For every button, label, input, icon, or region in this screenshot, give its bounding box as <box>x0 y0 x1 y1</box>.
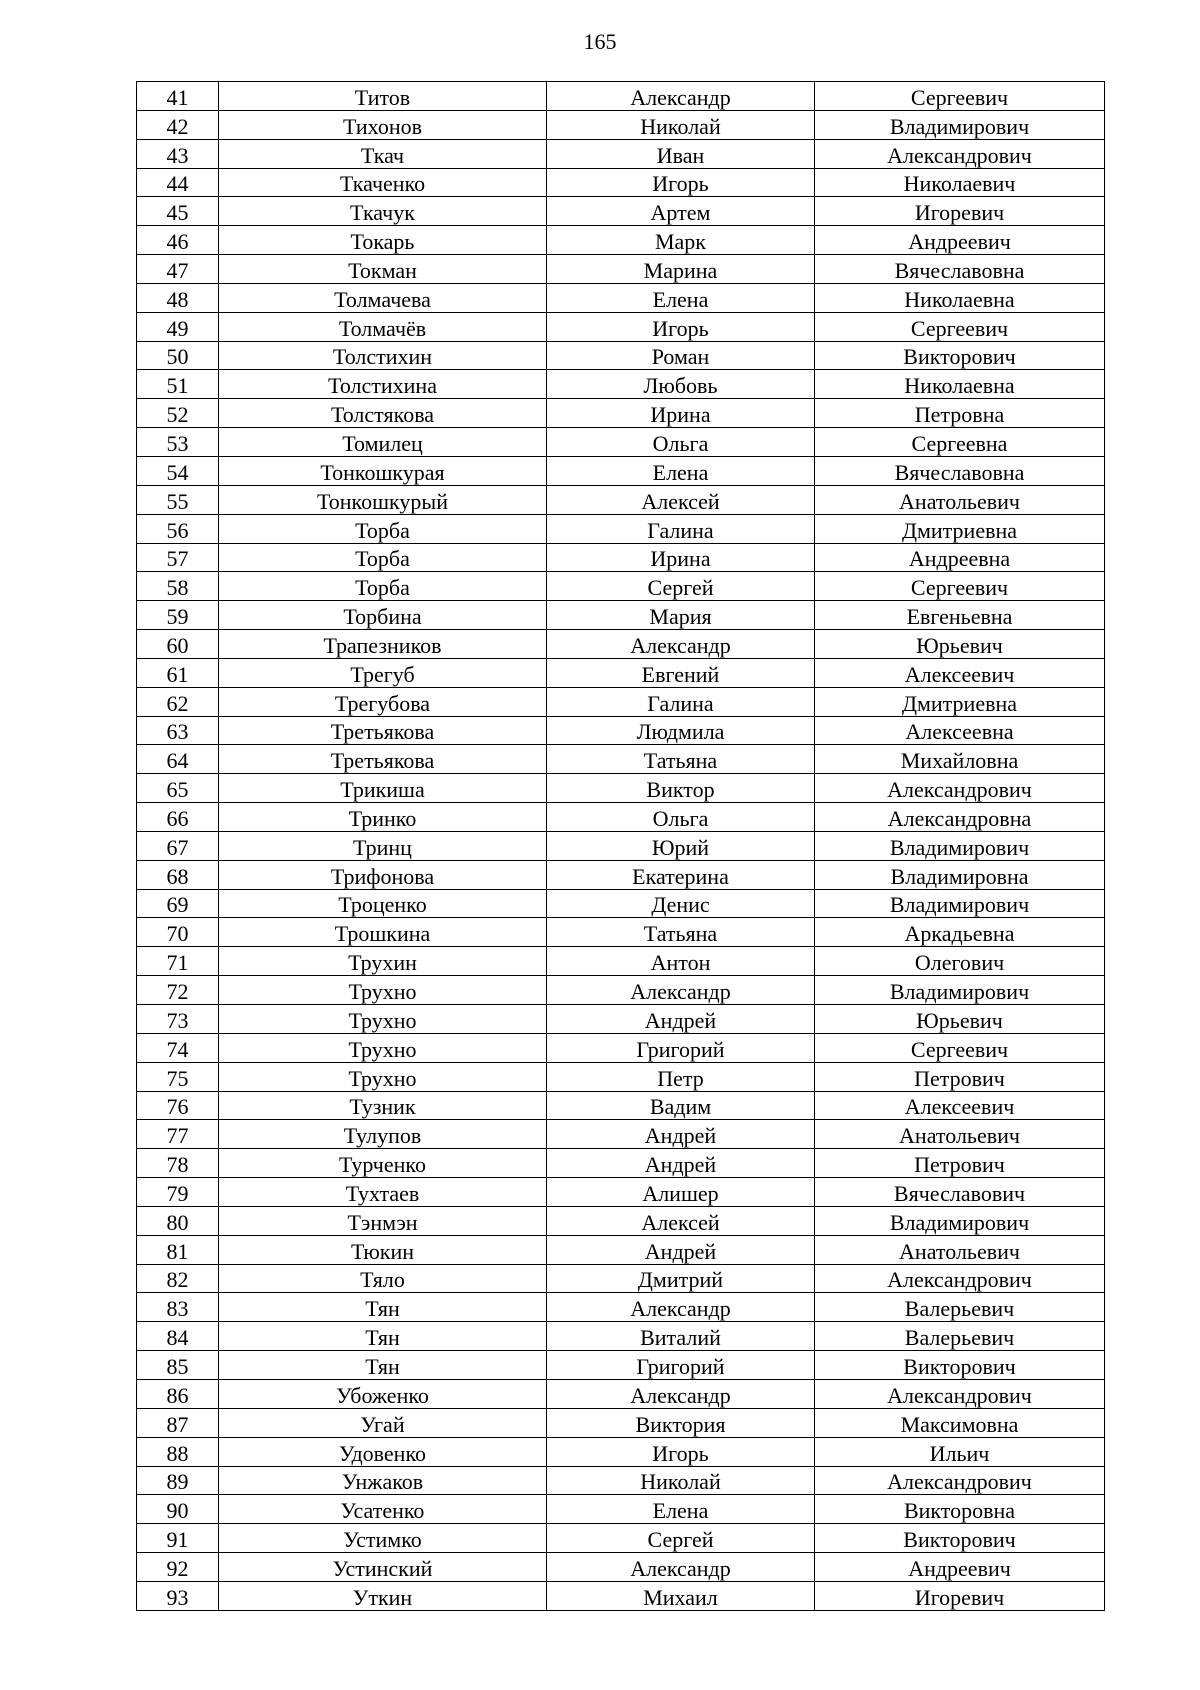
patronymic-cell: Игоревич <box>815 1581 1105 1610</box>
first-name-cell: Елена <box>547 456 815 485</box>
row-number-cell: 59 <box>137 601 219 630</box>
patronymic-cell: Алексеевна <box>815 716 1105 745</box>
row-number-cell: 44 <box>137 168 219 197</box>
first-name-cell: Любовь <box>547 370 815 399</box>
table-row <box>137 1466 1105 1495</box>
last-name-cell: Торба <box>219 543 547 572</box>
last-name-cell: Тихонов <box>219 110 547 139</box>
last-name-cell: Трегубова <box>219 687 547 716</box>
first-name-cell: Григорий <box>547 1033 815 1062</box>
names-table <box>136 81 1105 1611</box>
first-name-cell: Марк <box>547 226 815 255</box>
table-row <box>137 745 1105 774</box>
table-row <box>137 370 1105 399</box>
table-row <box>137 687 1105 716</box>
last-name-cell: Тян <box>219 1351 547 1380</box>
last-name-cell: Торба <box>219 572 547 601</box>
last-name-cell: Трухно <box>219 1062 547 1091</box>
patronymic-cell: Андреевич <box>815 1553 1105 1582</box>
first-name-cell: Андрей <box>547 1120 815 1149</box>
table-row <box>137 110 1105 139</box>
row-number-cell: 51 <box>137 370 219 399</box>
table-row <box>137 1005 1105 1034</box>
patronymic-cell: Анатольевич <box>815 1120 1105 1149</box>
patronymic-cell: Олегович <box>815 947 1105 976</box>
patronymic-cell: Дмитриевна <box>815 514 1105 543</box>
table-row <box>137 1149 1105 1178</box>
first-name-cell: Денис <box>547 889 815 918</box>
first-name-cell: Мария <box>547 601 815 630</box>
table-row <box>137 716 1105 745</box>
row-number-cell: 71 <box>137 947 219 976</box>
table-row <box>137 1062 1105 1091</box>
patronymic-cell: Анатольевич <box>815 485 1105 514</box>
table-row <box>137 312 1105 341</box>
last-name-cell: Тэнмэн <box>219 1206 547 1235</box>
row-number-cell: 74 <box>137 1033 219 1062</box>
last-name-cell: Тузник <box>219 1091 547 1120</box>
last-name-cell: Устимко <box>219 1524 547 1553</box>
page-number: 165 <box>583 29 617 54</box>
first-name-cell: Марина <box>547 255 815 284</box>
first-name-cell: Игорь <box>547 312 815 341</box>
patronymic-cell: Александрович <box>815 774 1105 803</box>
last-name-cell: Унжаков <box>219 1466 547 1495</box>
patronymic-cell: Владимирович <box>815 831 1105 860</box>
row-number-cell: 72 <box>137 976 219 1005</box>
table-row <box>137 1293 1105 1322</box>
last-name-cell: Тонкошкурый <box>219 485 547 514</box>
first-name-cell: Андрей <box>547 1235 815 1264</box>
last-name-cell: Токман <box>219 255 547 284</box>
last-name-cell: Тулупов <box>219 1120 547 1149</box>
table-row <box>137 1495 1105 1524</box>
first-name-cell: Александр <box>547 1293 815 1322</box>
patronymic-cell: Дмитриевна <box>815 687 1105 716</box>
first-name-cell: Артем <box>547 197 815 226</box>
table-row <box>137 1091 1105 1120</box>
patronymic-cell: Сергеевич <box>815 1033 1105 1062</box>
table-row <box>137 226 1105 255</box>
last-name-cell: Турченко <box>219 1149 547 1178</box>
last-name-cell: Третьякова <box>219 716 547 745</box>
table-row <box>137 1120 1105 1149</box>
table-row <box>137 918 1105 947</box>
table-row <box>137 889 1105 918</box>
first-name-cell: Людмила <box>547 716 815 745</box>
patronymic-cell: Викторовна <box>815 1495 1105 1524</box>
table-row <box>137 514 1105 543</box>
row-number-cell: 45 <box>137 197 219 226</box>
patronymic-cell: Игоревич <box>815 197 1105 226</box>
patronymic-cell: Евгеньевна <box>815 601 1105 630</box>
patronymic-cell: Викторович <box>815 1351 1105 1380</box>
last-name-cell: Удовенко <box>219 1437 547 1466</box>
table-row <box>137 1264 1105 1293</box>
first-name-cell: Екатерина <box>547 860 815 889</box>
first-name-cell: Николай <box>547 110 815 139</box>
patronymic-cell: Юрьевич <box>815 1005 1105 1034</box>
row-number-cell: 43 <box>137 139 219 168</box>
table-row <box>137 283 1105 312</box>
first-name-cell: Алексей <box>547 1206 815 1235</box>
row-number-cell: 42 <box>137 110 219 139</box>
first-name-cell: Алексей <box>547 485 815 514</box>
last-name-cell: Ткач <box>219 139 547 168</box>
patronymic-cell: Юрьевич <box>815 630 1105 659</box>
first-name-cell: Игорь <box>547 168 815 197</box>
patronymic-cell: Николаевна <box>815 370 1105 399</box>
table-row <box>137 139 1105 168</box>
patronymic-cell: Петрович <box>815 1062 1105 1091</box>
first-name-cell: Михаил <box>547 1581 815 1610</box>
first-name-cell: Ирина <box>547 543 815 572</box>
table-row <box>137 1524 1105 1553</box>
row-number-cell: 56 <box>137 514 219 543</box>
table-row <box>137 1553 1105 1582</box>
last-name-cell: Тяло <box>219 1264 547 1293</box>
first-name-cell: Петр <box>547 1062 815 1091</box>
last-name-cell: Трикиша <box>219 774 547 803</box>
last-name-cell: Тринц <box>219 831 547 860</box>
row-number-cell: 75 <box>137 1062 219 1091</box>
last-name-cell: Трухин <box>219 947 547 976</box>
patronymic-cell: Алексеевич <box>815 658 1105 687</box>
first-name-cell: Андрей <box>547 1005 815 1034</box>
first-name-cell: Александр <box>547 630 815 659</box>
row-number-cell: 92 <box>137 1553 219 1582</box>
first-name-cell: Виктория <box>547 1408 815 1437</box>
row-number-cell: 60 <box>137 630 219 659</box>
row-number-cell: 41 <box>137 82 219 111</box>
table-row <box>137 658 1105 687</box>
row-number-cell: 48 <box>137 283 219 312</box>
patronymic-cell: Владимировна <box>815 860 1105 889</box>
patronymic-cell: Вячеславовна <box>815 456 1105 485</box>
patronymic-cell: Петрович <box>815 1149 1105 1178</box>
row-number-cell: 87 <box>137 1408 219 1437</box>
row-number-cell: 67 <box>137 831 219 860</box>
row-number-cell: 91 <box>137 1524 219 1553</box>
table-row <box>137 1379 1105 1408</box>
table-row <box>137 1178 1105 1207</box>
last-name-cell: Третьякова <box>219 745 547 774</box>
row-number-cell: 55 <box>137 485 219 514</box>
patronymic-cell: Петровна <box>815 399 1105 428</box>
patronymic-cell: Владимирович <box>815 976 1105 1005</box>
table-row <box>137 947 1105 976</box>
patronymic-cell: Николаевна <box>815 283 1105 312</box>
first-name-cell: Юрий <box>547 831 815 860</box>
row-number-cell: 53 <box>137 428 219 457</box>
first-name-cell: Елена <box>547 283 815 312</box>
patronymic-cell: Анатольевич <box>815 1235 1105 1264</box>
row-number-cell: 88 <box>137 1437 219 1466</box>
patronymic-cell: Николаевич <box>815 168 1105 197</box>
last-name-cell: Тринко <box>219 803 547 832</box>
last-name-cell: Устинский <box>219 1553 547 1582</box>
row-number-cell: 93 <box>137 1581 219 1610</box>
patronymic-cell: Сергеевич <box>815 572 1105 601</box>
row-number-cell: 64 <box>137 745 219 774</box>
row-number-cell: 81 <box>137 1235 219 1264</box>
first-name-cell: Александр <box>547 976 815 1005</box>
first-name-cell: Ольга <box>547 428 815 457</box>
row-number-cell: 63 <box>137 716 219 745</box>
last-name-cell: Трухно <box>219 976 547 1005</box>
last-name-cell: Трапезников <box>219 630 547 659</box>
row-number-cell: 65 <box>137 774 219 803</box>
table-row <box>137 630 1105 659</box>
last-name-cell: Тухтаев <box>219 1178 547 1207</box>
first-name-cell: Татьяна <box>547 918 815 947</box>
patronymic-cell: Андреевич <box>815 226 1105 255</box>
last-name-cell: Трифонова <box>219 860 547 889</box>
first-name-cell: Вадим <box>547 1091 815 1120</box>
table-row <box>137 774 1105 803</box>
table-row <box>137 860 1105 889</box>
first-name-cell: Ирина <box>547 399 815 428</box>
patronymic-cell: Михайловна <box>815 745 1105 774</box>
last-name-cell: Титов <box>219 82 547 111</box>
first-name-cell: Ольга <box>547 803 815 832</box>
patronymic-cell: Викторович <box>815 1524 1105 1553</box>
table-row <box>137 1033 1105 1062</box>
first-name-cell: Антон <box>547 947 815 976</box>
last-name-cell: Томилец <box>219 428 547 457</box>
last-name-cell: Толмачёв <box>219 312 547 341</box>
patronymic-cell: Сергеевич <box>815 82 1105 111</box>
row-number-cell: 66 <box>137 803 219 832</box>
first-name-cell: Николай <box>547 1466 815 1495</box>
first-name-cell: Виталий <box>547 1322 815 1351</box>
table-row <box>137 1581 1105 1610</box>
patronymic-cell: Ильич <box>815 1437 1105 1466</box>
first-name-cell: Татьяна <box>547 745 815 774</box>
row-number-cell: 70 <box>137 918 219 947</box>
row-number-cell: 89 <box>137 1466 219 1495</box>
first-name-cell: Александр <box>547 1553 815 1582</box>
row-number-cell: 79 <box>137 1178 219 1207</box>
table-row <box>137 543 1105 572</box>
table-row <box>137 803 1105 832</box>
row-number-cell: 50 <box>137 341 219 370</box>
last-name-cell: Трухно <box>219 1005 547 1034</box>
patronymic-cell: Сергеевич <box>815 312 1105 341</box>
table-row <box>137 1206 1105 1235</box>
row-number-cell: 54 <box>137 456 219 485</box>
last-name-cell: Усатенко <box>219 1495 547 1524</box>
row-number-cell: 49 <box>137 312 219 341</box>
row-number-cell: 73 <box>137 1005 219 1034</box>
table-row <box>137 197 1105 226</box>
last-name-cell: Трухно <box>219 1033 547 1062</box>
last-name-cell: Трегуб <box>219 658 547 687</box>
names-table-body <box>137 82 1105 1611</box>
table-row <box>137 572 1105 601</box>
patronymic-cell: Валерьевич <box>815 1293 1105 1322</box>
table-row <box>137 399 1105 428</box>
patronymic-cell: Владимирович <box>815 889 1105 918</box>
table-row <box>137 456 1105 485</box>
patronymic-cell: Александрович <box>815 1264 1105 1293</box>
table-row <box>137 1351 1105 1380</box>
first-name-cell: Александр <box>547 1379 815 1408</box>
first-name-cell: Сергей <box>547 1524 815 1553</box>
row-number-cell: 62 <box>137 687 219 716</box>
last-name-cell: Троценко <box>219 889 547 918</box>
patronymic-cell: Александрович <box>815 139 1105 168</box>
last-name-cell: Убоженко <box>219 1379 547 1408</box>
first-name-cell: Дмитрий <box>547 1264 815 1293</box>
patronymic-cell: Валерьевич <box>815 1322 1105 1351</box>
first-name-cell: Сергей <box>547 572 815 601</box>
table-row <box>137 831 1105 860</box>
row-number-cell: 68 <box>137 860 219 889</box>
table-row <box>137 428 1105 457</box>
patronymic-cell: Алексеевич <box>815 1091 1105 1120</box>
first-name-cell: Евгений <box>547 658 815 687</box>
row-number-cell: 69 <box>137 889 219 918</box>
first-name-cell: Александр <box>547 82 815 111</box>
patronymic-cell: Викторович <box>815 341 1105 370</box>
table-row <box>137 168 1105 197</box>
last-name-cell: Трошкина <box>219 918 547 947</box>
last-name-cell: Тян <box>219 1322 547 1351</box>
first-name-cell: Григорий <box>547 1351 815 1380</box>
last-name-cell: Угай <box>219 1408 547 1437</box>
patronymic-cell: Вячеславович <box>815 1178 1105 1207</box>
row-number-cell: 46 <box>137 226 219 255</box>
first-name-cell: Елена <box>547 1495 815 1524</box>
first-name-cell: Галина <box>547 687 815 716</box>
table-row <box>137 485 1105 514</box>
table-row <box>137 341 1105 370</box>
row-number-cell: 78 <box>137 1149 219 1178</box>
row-number-cell: 76 <box>137 1091 219 1120</box>
row-number-cell: 47 <box>137 255 219 284</box>
last-name-cell: Токарь <box>219 226 547 255</box>
row-number-cell: 84 <box>137 1322 219 1351</box>
last-name-cell: Толстихина <box>219 370 547 399</box>
row-number-cell: 80 <box>137 1206 219 1235</box>
patronymic-cell: Александровна <box>815 803 1105 832</box>
patronymic-cell: Владимирович <box>815 1206 1105 1235</box>
last-name-cell: Тян <box>219 1293 547 1322</box>
table-row <box>137 1322 1105 1351</box>
row-number-cell: 52 <box>137 399 219 428</box>
patronymic-cell: Андреевна <box>815 543 1105 572</box>
patronymic-cell: Сергеевна <box>815 428 1105 457</box>
last-name-cell: Торба <box>219 514 547 543</box>
row-number-cell: 83 <box>137 1293 219 1322</box>
table-row <box>137 976 1105 1005</box>
last-name-cell: Ткачук <box>219 197 547 226</box>
table-row <box>137 601 1105 630</box>
table-row <box>137 82 1105 111</box>
patronymic-cell: Александрович <box>815 1466 1105 1495</box>
row-number-cell: 90 <box>137 1495 219 1524</box>
first-name-cell: Иван <box>547 139 815 168</box>
table-row <box>137 1235 1105 1264</box>
last-name-cell: Тюкин <box>219 1235 547 1264</box>
last-name-cell: Торбина <box>219 601 547 630</box>
last-name-cell: Уткин <box>219 1581 547 1610</box>
patronymic-cell: Вячеславовна <box>815 255 1105 284</box>
table-row <box>137 1437 1105 1466</box>
patronymic-cell: Максимовна <box>815 1408 1105 1437</box>
first-name-cell: Алишер <box>547 1178 815 1207</box>
row-number-cell: 86 <box>137 1379 219 1408</box>
patronymic-cell: Аркадьевна <box>815 918 1105 947</box>
row-number-cell: 58 <box>137 572 219 601</box>
first-name-cell: Игорь <box>547 1437 815 1466</box>
row-number-cell: 85 <box>137 1351 219 1380</box>
last-name-cell: Толстякова <box>219 399 547 428</box>
table-row <box>137 1408 1105 1437</box>
row-number-cell: 61 <box>137 658 219 687</box>
last-name-cell: Тонкошкурая <box>219 456 547 485</box>
first-name-cell: Андрей <box>547 1149 815 1178</box>
row-number-cell: 77 <box>137 1120 219 1149</box>
first-name-cell: Виктор <box>547 774 815 803</box>
patronymic-cell: Александрович <box>815 1379 1105 1408</box>
table-row <box>137 255 1105 284</box>
patronymic-cell: Владимирович <box>815 110 1105 139</box>
first-name-cell: Роман <box>547 341 815 370</box>
last-name-cell: Толстихин <box>219 341 547 370</box>
row-number-cell: 57 <box>137 543 219 572</box>
first-name-cell: Галина <box>547 514 815 543</box>
row-number-cell: 82 <box>137 1264 219 1293</box>
last-name-cell: Ткаченко <box>219 168 547 197</box>
last-name-cell: Толмачева <box>219 283 547 312</box>
